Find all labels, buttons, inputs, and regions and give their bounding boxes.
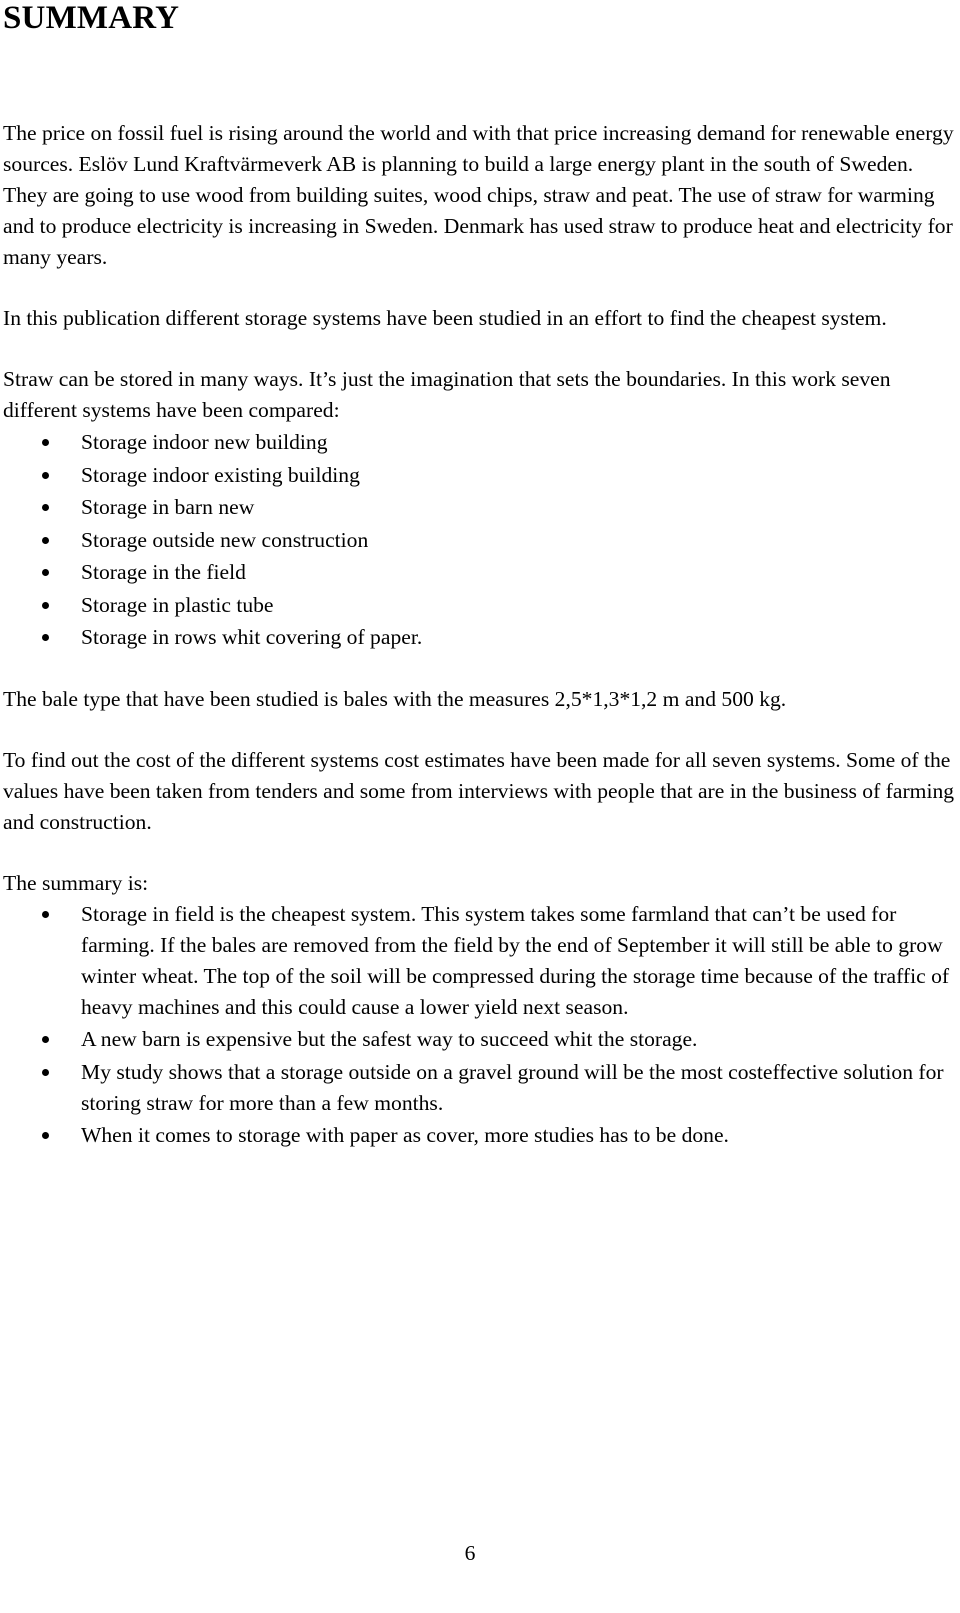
list-item-text: Storage in the field (81, 560, 246, 584)
list-item (3, 589, 955, 622)
cost-paragraph: To find out the cost of the different systems cost estimates have been made for all seven systems. Some of the values have been taken from tenders and some from interviews with people that are in the business of farming and construction. (3, 747, 955, 834)
bullet-icon (42, 537, 49, 544)
list-item (3, 459, 955, 492)
page-number: 6 (464, 1541, 476, 1565)
list-item-text: Storage outside new construction (81, 527, 369, 552)
document-page (3, 0, 955, 1153)
list-item-text: Storage in field is the cheapest system. This system takes some farmland that can’t be used for farming. If the bales are removed from the field by the end of September it will still be able to grow winter wheat. The top of the soil will be compressed during the storage time because of the traffic of heavy machines and this could cause a lower yield next season. (81, 901, 950, 1019)
bullet-icon (42, 911, 49, 918)
summary-intro-paragraph: The summary is: (3, 870, 149, 895)
list-item (3, 899, 955, 1023)
study-paragraph: In this publication different storage systems have been studied in an effort to find the cheapest system. (3, 306, 887, 330)
bullet-icon (42, 1069, 49, 1076)
bullet-icon (42, 472, 49, 479)
bullet-icon (42, 1036, 49, 1043)
bullet-icon (42, 569, 49, 576)
list-item-text: When it comes to storage with paper as cover, more studies has to be done. (81, 1123, 729, 1147)
bullet-icon (42, 1132, 49, 1139)
list-item-text: Storage indoor new building (81, 430, 328, 454)
list-item-text: Storage in rows whit covering of paper. (81, 625, 423, 649)
findings-list (3, 899, 955, 1152)
list-item (3, 524, 955, 557)
storage-systems-list (3, 426, 955, 654)
list-item (3, 491, 955, 524)
intro-paragraph: The price on fossil fuel is rising around the world and with that price increasing demand for renewable energy sources. Eslöv Lund Kraftvärmeverk AB is planning to build a large energy plant in the south of Sweden. They are going to use wood from building suites, wood chips, straw and peat. The use of straw for warming and to produce electricity is increasing in Sweden. Denmark has used straw to produce heat and electricity for many years. (3, 121, 954, 269)
list-item-text: A new barn is expensive but the safest way to succeed whit the storage. (81, 1027, 698, 1051)
list-item (3, 1024, 955, 1055)
page-title: SUMMARY (3, 0, 180, 36)
list-item-text: My study shows that a storage outside on a gravel ground will be the most costeffective solution for storing straw for more than a few months. (81, 1059, 944, 1115)
list-item (3, 426, 955, 459)
list-item (3, 1057, 955, 1119)
list-item (3, 556, 955, 589)
list-item (3, 1120, 955, 1151)
bale-type-paragraph: The bale type that have been studied is bales with the measures 2,5*1,3*1,2 m and 500 kg. (3, 686, 787, 711)
bullet-icon (42, 439, 49, 446)
list-item-text: Storage in plastic tube (81, 592, 274, 617)
list-item-text: Storage indoor existing building (81, 462, 360, 487)
bullet-icon (42, 504, 49, 511)
bullet-icon (42, 634, 49, 641)
storage-ways-paragraph: Straw can be stored in many ways. It’s just the imagination that sets the boundaries. In this work seven different systems have been compared: (3, 367, 891, 422)
bullet-icon (42, 602, 49, 609)
list-item-text: Storage in barn new (81, 495, 255, 519)
list-item (3, 621, 955, 654)
